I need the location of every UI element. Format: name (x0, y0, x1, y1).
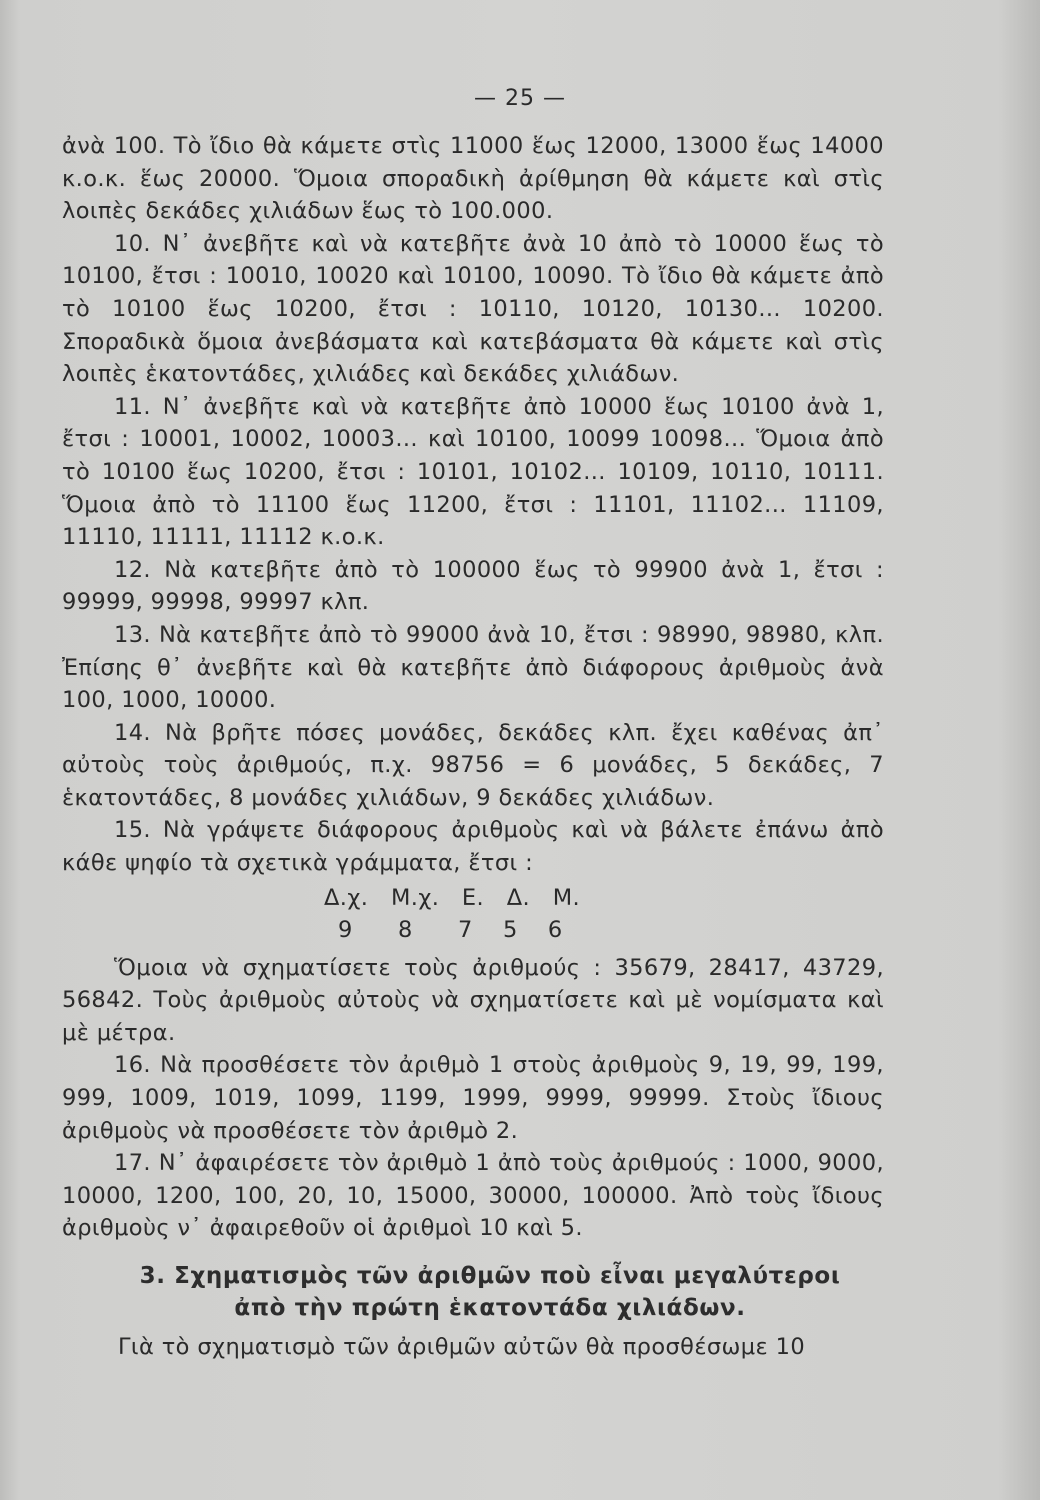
digit-place-labels: Δ.χ. Μ.χ. Ε. Δ. Μ. (324, 884, 581, 911)
digit-place-values: 9 8 7 5 6 (338, 916, 563, 943)
section-heading (110, 1260, 870, 1324)
paragraph-continued: ἀνὰ 100. Τὸ ἴδιο θὰ κάμετε στὶς 11000 ἕως 12000, 13000 ἕως 14000 κ.ο.κ. ἕως 20000. Ὅμοια σποραδικὴ ἀρίθμηση θὰ κάμετε καὶ στὶς λοιπὲς δεκάδες χιλιάδων ἕως τὸ 100.000. (62, 133, 884, 225)
exercise-17: 17. Ν᾿ ἀφαιρέσετε τὸν ἀριθμὸ 1 ἀπὸ τοὺς ἀριθμούς : 1000, 9000, 10000, 1200, 100, 20, 10, 15000, 30000, 100000. Ἀπὸ τοὺς ἴδιους ἀριθμοὺς ν᾿ ἀφαιρεθοῦν οἱ ἀριθμοὶ 10 καὶ 5. (62, 1150, 884, 1242)
exercise-14: 14. Νὰ βρῆτε πόσες μονάδες, δεκάδες κλπ. ἔχει καθένας ἀπ᾿ αὐτοὺς τοὺς ἀριθμούς, π.χ. 98756 = 6 μονάδες, 5 δεκάδες, 7 ἑκατοντάδες, 8 μονάδες χιλιάδων, 9 δεκάδες χιλιάδων. (62, 719, 884, 811)
exercise-15: 15. Νὰ γράψετε διάφορους ἀριθμοὺς καὶ νὰ βάλετε ἐπάνω ἀπὸ κάθε ψηφίο τὰ σχετικὰ γράμματα, ἔτσι : (62, 817, 884, 877)
exercise-12: 12. Νὰ κατεβῆτε ἀπὸ τὸ 100000 ἕως τὸ 99900 ἀνὰ 1, ἔτσι : 99999, 99998, 99997 κλπ. (62, 556, 884, 616)
body-text (62, 130, 884, 1245)
section-heading-line-2: ἀπὸ τὴν πρώτη ἑκατοντάδα χιλιάδων. (234, 1295, 746, 1321)
exercise-11: 11. Ν᾿ ἀνεβῆτε καὶ νὰ κατεβῆτε ἀπὸ 10000 ἕως 10100 ἀνὰ 1, ἔτσι : 10001, 10002, 10003... καὶ 10100, 10099 10098... Ὅμοια ἀπὸ τὸ 10100 ἕως 10200, ἔτσι : 10101, 10102... 10109, 10110, 10111. Ὅμοια ἀπὸ τὸ 11100 ἕως 11200, ἔτσι : 11101, 11102... 11109, 11110, 11111, 11112 κ.ο.κ. (62, 393, 884, 551)
exercise-13: 13. Νὰ κατεβῆτε ἀπὸ τὸ 99000 ἀνὰ 10, ἔτσι : 98990, 98980, κλπ. Ἐπίσης θ᾿ ἀνεβῆτε καὶ θὰ κατεβῆτε ἀπὸ διάφορους ἀριθμοὺς ἀνὰ 100, 1000, 10000. (62, 621, 884, 714)
page-number: — 25 — (474, 86, 566, 111)
section-heading-line-1: 3. Σχηματισμὸς τῶν ἀριθμῶν ποὺ εἶναι μεγαλύτεροι (139, 1263, 841, 1289)
digit-place-example (62, 880, 884, 952)
section-first-line: Γιὰ τὸ σχηματισμὸ τῶν ἀριθμῶν αὐτῶν θὰ προσθέσωμε 10 (118, 1334, 806, 1360)
exercise-10: 10. Ν᾿ ἀνεβῆτε καὶ νὰ κατεβῆτε ἀνὰ 10 ἀπὸ τὸ 10000 ἕως τὸ 10100, ἔτσι : 10010, 10020 καὶ 10100, 10090. Τὸ ἴδιο θὰ κάμετε ἀπὸ τὸ 10100 ἕως 10200, ἔτσι : 10110, 10120, 10130... 10200. Σποραδικὰ ὅμοια ἀνεβάσματα καὶ κατεβάσματα θὰ κάμετε καὶ στὶς λοιπὲς ἑκατοντάδες, χιλιάδες καὶ δεκάδες χιλιάδων. (62, 230, 884, 388)
paragraph-numbers: Ὅμοια νὰ σχηματίσετε τοὺς ἀριθμούς : 35679, 28417, 43729, 56842. Τοὺς ἀριθμοὺς αὐτοὺς νὰ σχηματίσετε καὶ μὲ νομίσματα καὶ μὲ μέτρα. (62, 954, 884, 1046)
exercise-16: 16. Νὰ προσθέσετε τὸν ἀριθμὸ 1 στοὺς ἀριθμοὺς 9, 19, 99, 199, 999, 1009, 1019, 1099, 1199, 1999, 9999, 99999. Στοὺς ἴδιους ἀριθμοὺς νὰ προσθέσετε τὸν ἀριθμὸ 2. (62, 1052, 884, 1144)
